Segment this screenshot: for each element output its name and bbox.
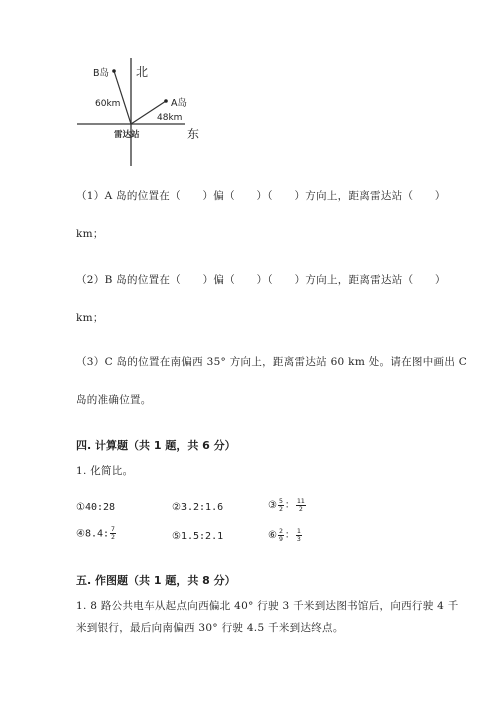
a-island-point [164,99,168,103]
radar-station-label: 雷达站 [114,130,140,140]
b-island-ray [114,71,131,124]
section-4-title: 四. 计算题（共 1 题，共 6 分） [76,439,236,452]
section-4-prompt: 1. 化简比。 [76,465,134,477]
section-5-line-2: 米到银行，最后向南偏西 30° 行驶 4.5 千米到达终点。 [76,622,344,634]
east-label: 东 [187,127,200,141]
question-1-line-2: km； [76,228,104,240]
question-3-line-1: （3）C 岛的位置在南偏西 35° 方向上，距离雷达站 60 km 处。请在图中画出 C [76,356,468,368]
a-island-label: A岛 [171,98,187,109]
direction-diagram [0,0,220,175]
section-5-line-1: 1. 8 路公共电车从起点向西偏北 40° 行驶 3 千米到达图书馆后，向西行驶 4 千 [76,600,459,612]
b-island-point [112,69,116,73]
section-5-title: 五. 作图题（共 1 题，共 8 分） [76,574,236,587]
question-2-line-2: km； [76,312,104,324]
b-island-label: B岛 [93,68,110,79]
ratio-item-2: ②3.2:1.6 [172,502,224,513]
ratio-item-6: ⑥ $\frac{2}{9}$ ： $\frac{1}{3}$ [268,526,301,543]
fraction: $\frac{7}{2}$ [111,525,115,541]
ratio-item-4: ④8.4: $\frac{7}{2}$ [76,525,115,541]
fraction: $\frac{1}{3}$ [296,526,301,543]
question-2-line-1: （2）B 岛的位置在（ ）偏（ ）（ ）方向上，距离雷达站（ ） [76,274,446,286]
north-label: 北 [136,65,149,79]
ratio-item-5: ⑤1.5:2.1 [172,531,224,542]
a-distance-label: 48km [157,113,183,123]
question-3-line-2: 岛的准确位置。 [76,394,152,406]
fraction: $\frac{11}{2}$ [296,496,305,513]
ratio-item-1: ①40:28 [76,502,116,513]
ratio-item-3: ③ $\frac{5}{2}$ ： $\frac{11}{2}$ [268,496,305,513]
question-1-line-1: （1）A 岛的位置在（ ）偏（ ）（ ）方向上，距离雷达站（ ） [76,190,446,202]
fraction: $\frac{2}{9}$ [278,526,283,543]
fraction: $\frac{5}{2}$ [278,496,283,513]
b-distance-label: 60km [95,99,121,109]
